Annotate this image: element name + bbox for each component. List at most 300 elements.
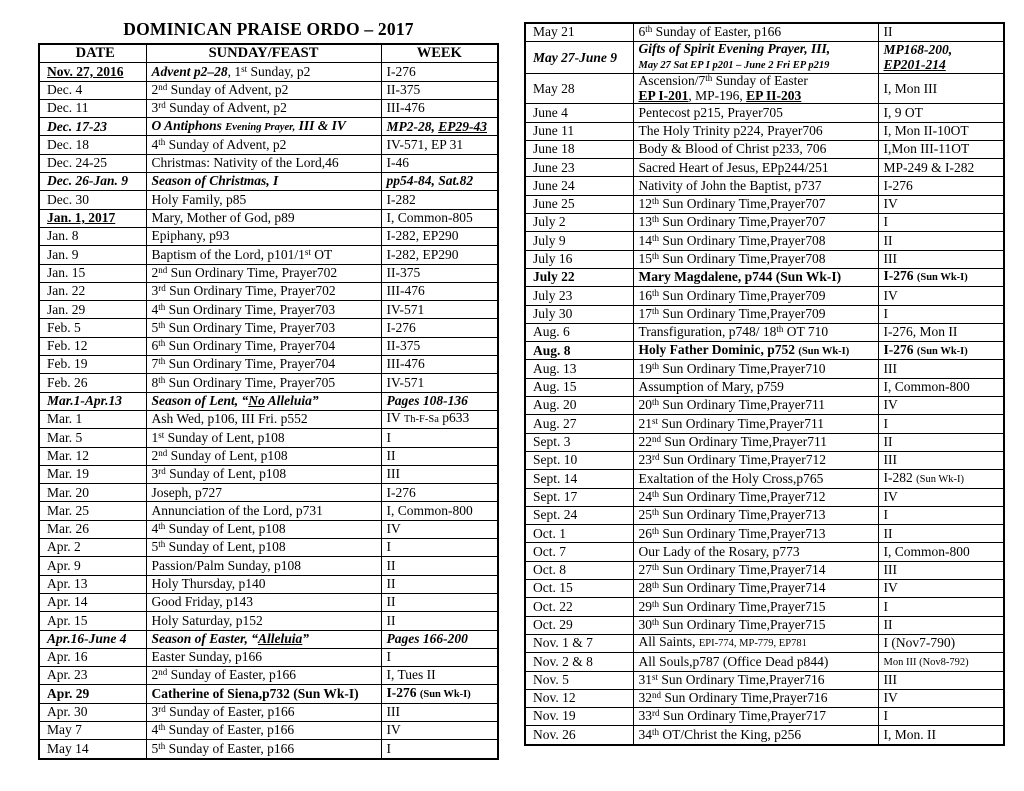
date-cell: Dec. 26-Jan. 9 <box>39 173 146 191</box>
date-cell: Jan. 15 <box>39 264 146 282</box>
date-cell: June 24 <box>525 177 633 195</box>
week-cell: I <box>381 429 498 447</box>
table-row <box>39 136 498 154</box>
feast-cell: Transfiguration, p748/ 18th OT 710 <box>633 323 878 341</box>
table-row <box>39 246 498 264</box>
week-cell: I,Mon III-11OT <box>878 140 1004 158</box>
table-row <box>525 653 1004 671</box>
date-cell: July 16 <box>525 250 633 268</box>
table-row <box>39 81 498 99</box>
date-cell: Mar. 5 <box>39 429 146 447</box>
week-cell: IV <box>878 488 1004 506</box>
feast-cell: 7th Sun Ordinary Time, Prayer704 <box>146 356 381 374</box>
week-cell: I <box>381 740 498 759</box>
table-row <box>39 63 498 81</box>
feast-cell: Holy Family, p85 <box>146 191 381 209</box>
table-row <box>39 630 498 648</box>
week-cell: III <box>878 250 1004 268</box>
feast-cell: Joseph, p727 <box>146 484 381 502</box>
feast-cell: 28th Sun Ordinary Time,Prayer714 <box>633 580 878 598</box>
table-row <box>39 118 498 136</box>
table-row <box>525 415 1004 433</box>
feast-cell: Assumption of Mary, p759 <box>633 378 878 396</box>
table-row <box>39 703 498 721</box>
header-date: DATE <box>39 44 146 63</box>
week-cell: II <box>878 232 1004 250</box>
date-cell: Feb. 19 <box>39 356 146 374</box>
date-cell: Jan. 29 <box>39 301 146 319</box>
table-row <box>525 250 1004 268</box>
table-row <box>39 612 498 630</box>
table-row <box>39 392 498 410</box>
feast-cell: 4th Sun Ordinary Time, Prayer703 <box>146 301 381 319</box>
date-cell: Nov. 2 & 8 <box>525 653 633 671</box>
date-cell: Dec. 24-25 <box>39 154 146 172</box>
date-cell: Apr. 23 <box>39 667 146 685</box>
feast-cell: Annunciation of the Lord, p731 <box>146 502 381 520</box>
week-cell: I, Common-800 <box>878 543 1004 561</box>
week-cell: I, Common-800 <box>878 378 1004 396</box>
date-cell: Sept. 17 <box>525 488 633 506</box>
feast-cell: 20th Sun Ordinary Time,Prayer711 <box>633 397 878 415</box>
week-cell: Mon III (Nov8-792) <box>878 653 1004 671</box>
week-cell: II-375 <box>381 81 498 99</box>
date-cell: Feb. 5 <box>39 319 146 337</box>
week-cell: MP2-28, EP29-43 <box>381 118 498 136</box>
date-cell: July 22 <box>525 268 633 286</box>
week-cell: I-276 <box>381 319 498 337</box>
week-cell: I, Mon III <box>878 74 1004 104</box>
table-row <box>525 122 1004 140</box>
table-row <box>525 214 1004 232</box>
feast-cell: 5th Sunday of Easter, p166 <box>146 740 381 759</box>
date-cell: Oct. 22 <box>525 598 633 616</box>
feast-cell: Holy Thursday, p140 <box>146 575 381 593</box>
week-cell: I-282, EP290 <box>381 227 498 245</box>
feast-cell: 13th Sun Ordinary Time,Prayer707 <box>633 214 878 232</box>
feast-cell: Christmas: Nativity of the Lord,46 <box>146 154 381 172</box>
feast-cell: 4th Sunday of Easter, p166 <box>146 721 381 739</box>
feast-cell: Sacred Heart of Jesus, EPp244/251 <box>633 159 878 177</box>
feast-cell: Body & Blood of Christ p233, 706 <box>633 140 878 158</box>
table-row <box>525 323 1004 341</box>
feast-cell: Ascension/7th Sunday of Easter EP I-201, MP-196, EP II-203 <box>633 74 878 104</box>
table-row <box>39 465 498 483</box>
week-cell: III-476 <box>381 356 498 374</box>
feast-cell: 14th Sun Ordinary Time,Prayer708 <box>633 232 878 250</box>
table-row <box>39 593 498 611</box>
feast-cell: Our Lady of the Rosary, p773 <box>633 543 878 561</box>
week-cell: II <box>381 575 498 593</box>
table-row <box>525 104 1004 122</box>
date-cell: May 7 <box>39 721 146 739</box>
week-cell: I, Mon. II <box>878 726 1004 745</box>
date-cell: Aug. 15 <box>525 378 633 396</box>
feast-cell: 30th Sun Ordinary Time,Prayer715 <box>633 616 878 634</box>
date-cell: Mar. 20 <box>39 484 146 502</box>
week-cell: IV-571 <box>381 301 498 319</box>
week-cell: II <box>381 612 498 630</box>
date-cell: July 9 <box>525 232 633 250</box>
date-cell: Nov. 27, 2016 <box>39 63 146 81</box>
feast-cell: Exaltation of the Holy Cross,p765 <box>633 470 878 488</box>
table-row <box>39 282 498 300</box>
date-cell: Dec. 11 <box>39 99 146 117</box>
date-cell: Sept. 24 <box>525 506 633 524</box>
week-cell: I-46 <box>381 154 498 172</box>
date-cell: Oct. 7 <box>525 543 633 561</box>
table-row <box>525 287 1004 305</box>
feast-cell: 22nd Sun Ordinary Time,Prayer711 <box>633 433 878 451</box>
week-cell: I-276 <box>381 63 498 81</box>
date-cell: Jan. 8 <box>39 227 146 245</box>
table-row <box>525 671 1004 689</box>
week-cell: III <box>878 671 1004 689</box>
table-row <box>525 488 1004 506</box>
table-row <box>39 685 498 703</box>
date-cell: July 2 <box>525 214 633 232</box>
feast-cell: Holy Saturday, p152 <box>146 612 381 630</box>
date-cell: Mar. 26 <box>39 520 146 538</box>
week-cell: I-282 (Sun Wk-I) <box>878 470 1004 488</box>
table-row <box>39 447 498 465</box>
date-cell: Mar.1-Apr.13 <box>39 392 146 410</box>
week-cell: III-476 <box>381 99 498 117</box>
week-cell: I, 9 OT <box>878 104 1004 122</box>
week-cell: I-276 (Sun Wk-I) <box>381 685 498 703</box>
table-row <box>525 159 1004 177</box>
table-row <box>39 337 498 355</box>
feast-cell: 23rd Sun Ordinary Time,Prayer712 <box>633 451 878 469</box>
table-row <box>39 356 498 374</box>
ordo-table-right <box>524 22 1005 746</box>
date-cell: Nov. 1 & 7 <box>525 634 633 652</box>
feast-cell: O Antiphons Evening Prayer, III & IV <box>146 118 381 136</box>
date-cell: Oct. 29 <box>525 616 633 634</box>
date-cell: Nov. 12 <box>525 689 633 707</box>
feast-cell: Nativity of John the Baptist, p737 <box>633 177 878 195</box>
date-cell: June 11 <box>525 122 633 140</box>
date-cell: Sept. 14 <box>525 470 633 488</box>
date-cell: Mar. 1 <box>39 410 146 428</box>
feast-cell: 27th Sun Ordinary Time,Prayer714 <box>633 561 878 579</box>
table-row <box>525 433 1004 451</box>
table-row <box>525 451 1004 469</box>
feast-cell: Season of Easter, “Alleluia” <box>146 630 381 648</box>
ordo-table-left <box>38 43 499 760</box>
table-row <box>525 506 1004 524</box>
feast-cell: 25th Sun Ordinary Time,Prayer713 <box>633 506 878 524</box>
date-cell: Apr. 16 <box>39 648 146 666</box>
week-cell: I-276, Mon II <box>878 323 1004 341</box>
table-row <box>39 575 498 593</box>
date-cell: Dec. 4 <box>39 81 146 99</box>
header-sunday-feast: SUNDAY/FEAST <box>146 44 381 63</box>
week-cell: I-282 <box>381 191 498 209</box>
week-cell: Pages 108-136 <box>381 392 498 410</box>
feast-cell: 2nd Sunday of Easter, p166 <box>146 667 381 685</box>
table-row <box>525 268 1004 286</box>
table-row <box>39 374 498 392</box>
table-row <box>39 539 498 557</box>
feast-cell: 8th Sun Ordinary Time, Prayer705 <box>146 374 381 392</box>
table-row <box>525 177 1004 195</box>
week-cell: IV <box>878 195 1004 213</box>
week-cell: I, Common-805 <box>381 209 498 227</box>
week-cell: I, Common-800 <box>381 502 498 520</box>
table-row <box>525 140 1004 158</box>
table-row <box>39 227 498 245</box>
table-row <box>39 502 498 520</box>
table-row <box>39 484 498 502</box>
week-cell: IV <box>381 721 498 739</box>
feast-cell: 34th OT/Christ the King, p256 <box>633 726 878 745</box>
feast-cell: 21st Sun Ordinary Time,Prayer711 <box>633 415 878 433</box>
table-row <box>525 23 1004 42</box>
week-cell: MP-249 & I-282 <box>878 159 1004 177</box>
feast-cell: Good Friday, p143 <box>146 593 381 611</box>
week-cell: Pages 166-200 <box>381 630 498 648</box>
week-cell: IV <box>878 580 1004 598</box>
week-cell: II-375 <box>381 337 498 355</box>
table-row <box>525 634 1004 652</box>
table-row <box>525 232 1004 250</box>
week-cell: IV <box>878 397 1004 415</box>
table-header-row <box>39 44 498 63</box>
week-cell: II <box>878 616 1004 634</box>
date-cell: July 23 <box>525 287 633 305</box>
date-cell: Sept. 3 <box>525 433 633 451</box>
week-cell: I-276 (Sun Wk-I) <box>878 342 1004 360</box>
date-cell: Jan. 9 <box>39 246 146 264</box>
feast-cell: 17th Sun Ordinary Time,Prayer709 <box>633 305 878 323</box>
week-cell: I <box>878 708 1004 726</box>
table-row <box>39 209 498 227</box>
feast-cell: All Souls,p787 (Office Dead p844) <box>633 653 878 671</box>
table-row <box>39 319 498 337</box>
table-row <box>39 173 498 191</box>
date-cell: May 14 <box>39 740 146 759</box>
date-cell: June 4 <box>525 104 633 122</box>
feast-cell: Mary Magdalene, p744 (Sun Wk-I) <box>633 268 878 286</box>
table-row <box>525 580 1004 598</box>
week-cell: I, Mon II-10OT <box>878 122 1004 140</box>
date-cell: June 23 <box>525 159 633 177</box>
feast-cell: 3rd Sun Ordinary Time, Prayer702 <box>146 282 381 300</box>
feast-cell: 2nd Sunday of Lent, p108 <box>146 447 381 465</box>
feast-cell: 4th Sunday of Lent, p108 <box>146 520 381 538</box>
feast-cell: 2nd Sunday of Advent, p2 <box>146 81 381 99</box>
feast-cell: Catherine of Siena,p732 (Sun Wk-I) <box>146 685 381 703</box>
date-cell: Dec. 30 <box>39 191 146 209</box>
table-row <box>525 561 1004 579</box>
week-cell: I <box>381 539 498 557</box>
date-cell: Apr. 15 <box>39 612 146 630</box>
feast-cell: 29th Sun Ordinary Time,Prayer715 <box>633 598 878 616</box>
feast-cell: 33rd Sun Ordinary Time,Prayer717 <box>633 708 878 726</box>
date-cell: Oct. 1 <box>525 525 633 543</box>
table-row <box>525 74 1004 104</box>
table-row <box>525 305 1004 323</box>
feast-cell: All Saints, EPI-774, MP-779, EP781 <box>633 634 878 652</box>
feast-cell: 1st Sunday of Lent, p108 <box>146 429 381 447</box>
week-cell: II-375 <box>381 264 498 282</box>
week-cell: III <box>878 451 1004 469</box>
table-row <box>39 667 498 685</box>
table-row <box>525 195 1004 213</box>
feast-cell: Season of Lent, “No Alleluia” <box>146 392 381 410</box>
week-cell: I <box>878 506 1004 524</box>
table-body <box>525 23 1004 745</box>
week-cell: III <box>878 561 1004 579</box>
date-cell: May 27-June 9 <box>525 42 633 74</box>
table-row <box>525 342 1004 360</box>
feast-cell: 24th Sun Ordinary Time,Prayer712 <box>633 488 878 506</box>
date-cell: May 21 <box>525 23 633 42</box>
date-cell: Aug. 13 <box>525 360 633 378</box>
week-cell: I <box>878 305 1004 323</box>
feast-cell: 2nd Sun Ordinary Time, Prayer702 <box>146 264 381 282</box>
feast-cell: Easter Sunday, p166 <box>146 648 381 666</box>
feast-cell: Pentecost p215, Prayer705 <box>633 104 878 122</box>
week-cell: III <box>381 465 498 483</box>
date-cell: Aug. 8 <box>525 342 633 360</box>
feast-cell: 19th Sun Ordinary Time,Prayer710 <box>633 360 878 378</box>
date-cell: Apr. 2 <box>39 539 146 557</box>
feast-cell: 5th Sun Ordinary Time, Prayer703 <box>146 319 381 337</box>
week-cell: III <box>381 703 498 721</box>
table-row <box>525 598 1004 616</box>
date-cell: Jan. 1, 2017 <box>39 209 146 227</box>
date-cell: June 25 <box>525 195 633 213</box>
table-row <box>525 360 1004 378</box>
table-row <box>39 740 498 759</box>
table-row <box>39 557 498 575</box>
date-cell: Nov. 26 <box>525 726 633 745</box>
table-row <box>525 42 1004 74</box>
feast-cell: Holy Father Dominic, p752 (Sun Wk-I) <box>633 342 878 360</box>
feast-cell: 3rd Sunday of Advent, p2 <box>146 99 381 117</box>
table-row <box>525 726 1004 745</box>
table-row <box>525 708 1004 726</box>
week-cell: II <box>381 593 498 611</box>
date-cell: Dec. 18 <box>39 136 146 154</box>
week-cell: IV-571 <box>381 374 498 392</box>
week-cell: MP168-200, EP201-214 <box>878 42 1004 74</box>
week-cell: I <box>878 598 1004 616</box>
table-row <box>525 470 1004 488</box>
feast-cell: 15th Sun Ordinary Time,Prayer708 <box>633 250 878 268</box>
feast-cell: 12th Sun Ordinary Time,Prayer707 <box>633 195 878 213</box>
date-cell: Apr. 30 <box>39 703 146 721</box>
feast-cell: 31st Sun Ordinary Time,Prayer716 <box>633 671 878 689</box>
table-row <box>39 648 498 666</box>
week-cell: I-282, EP290 <box>381 246 498 264</box>
week-cell: I-276 <box>878 177 1004 195</box>
date-cell: Feb. 26 <box>39 374 146 392</box>
header-week: WEEK <box>381 44 498 63</box>
feast-cell: Ash Wed, p106, III Fri. p552 <box>146 410 381 428</box>
table-row <box>39 301 498 319</box>
feast-cell: Advent p2–28, 1st Sunday, p2 <box>146 63 381 81</box>
date-cell: July 30 <box>525 305 633 323</box>
week-cell: II <box>878 433 1004 451</box>
date-cell: Jan. 22 <box>39 282 146 300</box>
week-cell: IV <box>878 287 1004 305</box>
date-cell: Mar. 25 <box>39 502 146 520</box>
feast-cell: 32nd Sun Ordinary Time,Prayer716 <box>633 689 878 707</box>
date-cell: Apr. 14 <box>39 593 146 611</box>
week-cell: II <box>878 525 1004 543</box>
feast-cell: Mary, Mother of God, p89 <box>146 209 381 227</box>
date-cell: Apr. 13 <box>39 575 146 593</box>
feast-cell: Passion/Palm Sunday, p108 <box>146 557 381 575</box>
feast-cell: 6th Sunday of Easter, p166 <box>633 23 878 42</box>
feast-cell: The Holy Trinity p224, Prayer706 <box>633 122 878 140</box>
table-row <box>39 721 498 739</box>
date-cell: Aug. 27 <box>525 415 633 433</box>
date-cell: Mar. 12 <box>39 447 146 465</box>
date-cell: Aug. 6 <box>525 323 633 341</box>
date-cell: Dec. 17-23 <box>39 118 146 136</box>
table-row <box>39 99 498 117</box>
week-cell: III <box>878 360 1004 378</box>
table-row <box>525 525 1004 543</box>
feast-cell: 3rd Sunday of Lent, p108 <box>146 465 381 483</box>
week-cell: I <box>878 214 1004 232</box>
feast-cell: Season of Christmas, I <box>146 173 381 191</box>
date-cell: Nov. 5 <box>525 671 633 689</box>
week-cell: II <box>878 23 1004 42</box>
date-cell: June 18 <box>525 140 633 158</box>
week-cell: IV-571, EP 31 <box>381 136 498 154</box>
table-row <box>39 264 498 282</box>
feast-cell: Gifts of Spirit Evening Prayer, III, May 27 Sat EP I p201 – June 2 Fri EP p219 <box>633 42 878 74</box>
week-cell: III-476 <box>381 282 498 300</box>
week-cell: II <box>381 557 498 575</box>
date-cell: Apr.16-June 4 <box>39 630 146 648</box>
week-cell: I (Nov7-790) <box>878 634 1004 652</box>
date-cell: Oct. 15 <box>525 580 633 598</box>
feast-cell: Baptism of the Lord, p101/1st OT <box>146 246 381 264</box>
table-row <box>525 378 1004 396</box>
date-cell: Apr. 9 <box>39 557 146 575</box>
date-cell: Aug. 20 <box>525 397 633 415</box>
week-cell: I <box>878 415 1004 433</box>
table-body <box>39 63 498 759</box>
feast-cell: 3rd Sunday of Easter, p166 <box>146 703 381 721</box>
week-cell: IV <box>381 520 498 538</box>
feast-cell: 5th Sunday of Lent, p108 <box>146 539 381 557</box>
date-cell: Feb. 12 <box>39 337 146 355</box>
table-row <box>525 543 1004 561</box>
date-cell: May 28 <box>525 74 633 104</box>
feast-cell: Epiphany, p93 <box>146 227 381 245</box>
table-row <box>39 429 498 447</box>
week-cell: I-276 (Sun Wk-I) <box>878 268 1004 286</box>
table-row <box>39 154 498 172</box>
table-row <box>39 410 498 428</box>
feast-cell: 6th Sun Ordinary Time, Prayer704 <box>146 337 381 355</box>
week-cell: I <box>381 648 498 666</box>
week-cell: pp54-84, Sat.82 <box>381 173 498 191</box>
week-cell: II <box>381 447 498 465</box>
feast-cell: 16th Sun Ordinary Time,Prayer709 <box>633 287 878 305</box>
date-cell: Sept. 10 <box>525 451 633 469</box>
table-row <box>525 689 1004 707</box>
week-cell: I-276 <box>381 484 498 502</box>
week-cell: IV <box>878 689 1004 707</box>
